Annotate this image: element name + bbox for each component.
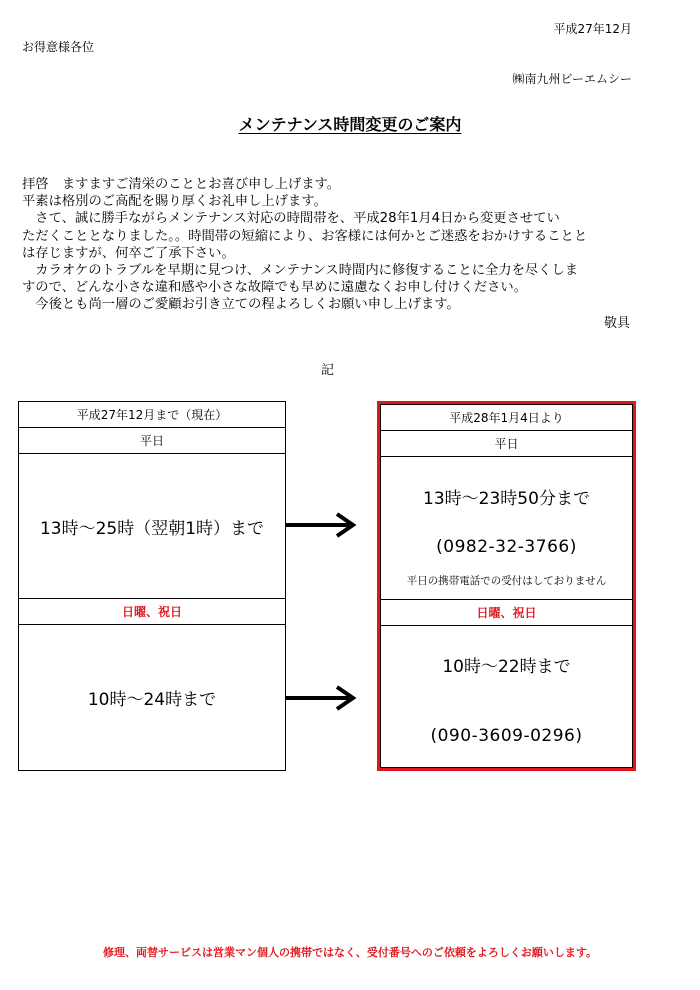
body-line: は存じますが、何卒ご了承下さい。 <box>22 245 235 261</box>
new-holiday-hours: 10時～22時まで <box>442 657 571 677</box>
ki-mark: 記 <box>320 363 334 378</box>
body-line: さて、誠に勝手ながらメンテナンス対応の時間帯を、平成28年1月4日から変更させてい <box>22 211 560 227</box>
document-title-text: メンテナンス時間変更のご案内 <box>238 115 462 134</box>
new-weekday-note: 平日の携帯電話での受付はしておりません <box>406 575 607 587</box>
addressee: お得意様各位 <box>22 40 95 54</box>
footer-notice: 修理、両替サービスは営業マン個人の携帯ではなく、受付番号へのご依頼をよろしくお願いします。 <box>103 946 597 959</box>
new-schedule-box <box>377 401 636 771</box>
body-line: 今後とも尚一層のご愛顧お引き立ての程よろしくお願い申し上げます。 <box>22 297 460 313</box>
issue-date: 平成27年12月 <box>553 22 632 36</box>
new-schedule-inner <box>380 404 633 768</box>
company-name: ㈱南九州ビーエムシー <box>512 72 632 86</box>
closing-word: 敬具 <box>603 316 630 331</box>
body-line: ただくこととなりました。。時間帯の短縮により、お客様には何かとご迷惑をおかけすることと <box>22 228 588 244</box>
body-line: すので、どんな小さな違和感や小さな故障でも早めに遠慮なくお申し付けください。 <box>22 280 528 296</box>
current-holiday-label: 日曜、祝日 <box>19 599 285 625</box>
current-weekday-hours: 13時～25時（翌朝1時）まで <box>19 454 285 599</box>
right-arrow-icon <box>283 511 359 539</box>
new-holiday-label: 日曜、祝日 <box>381 600 632 626</box>
document-title <box>0 112 700 135</box>
new-weekday-phone: (0982-32-3766) <box>436 537 577 557</box>
new-holiday-phone: (090-3609-0296) <box>430 726 583 746</box>
current-schedule-box <box>18 401 286 771</box>
body-line: 拝啓 ますますご清栄のこととお喜び申し上げます。 <box>22 177 341 192</box>
new-weekday-hours: 13時～23時50分まで <box>423 489 590 509</box>
new-header: 平成28年1月4日より <box>381 405 632 431</box>
current-header: 平成27年12月まで（現在） <box>19 402 285 428</box>
body-line: カラオケのトラブルを早期に見つけ、メンテナンス時間内に修復することに全力を尽くしま <box>22 263 579 279</box>
new-weekday-label: 平日 <box>381 431 632 457</box>
right-arrow-icon <box>283 684 359 712</box>
current-holiday-hours: 10時～24時まで <box>87 690 217 710</box>
letter-body <box>22 176 682 314</box>
new-holiday-cell <box>381 626 632 769</box>
current-weekday-label: 平日 <box>19 428 285 454</box>
new-weekday-cell <box>381 457 632 600</box>
body-line: 平素は格別のご高配を賜り厚くお礼申し上げます。 <box>22 194 327 210</box>
